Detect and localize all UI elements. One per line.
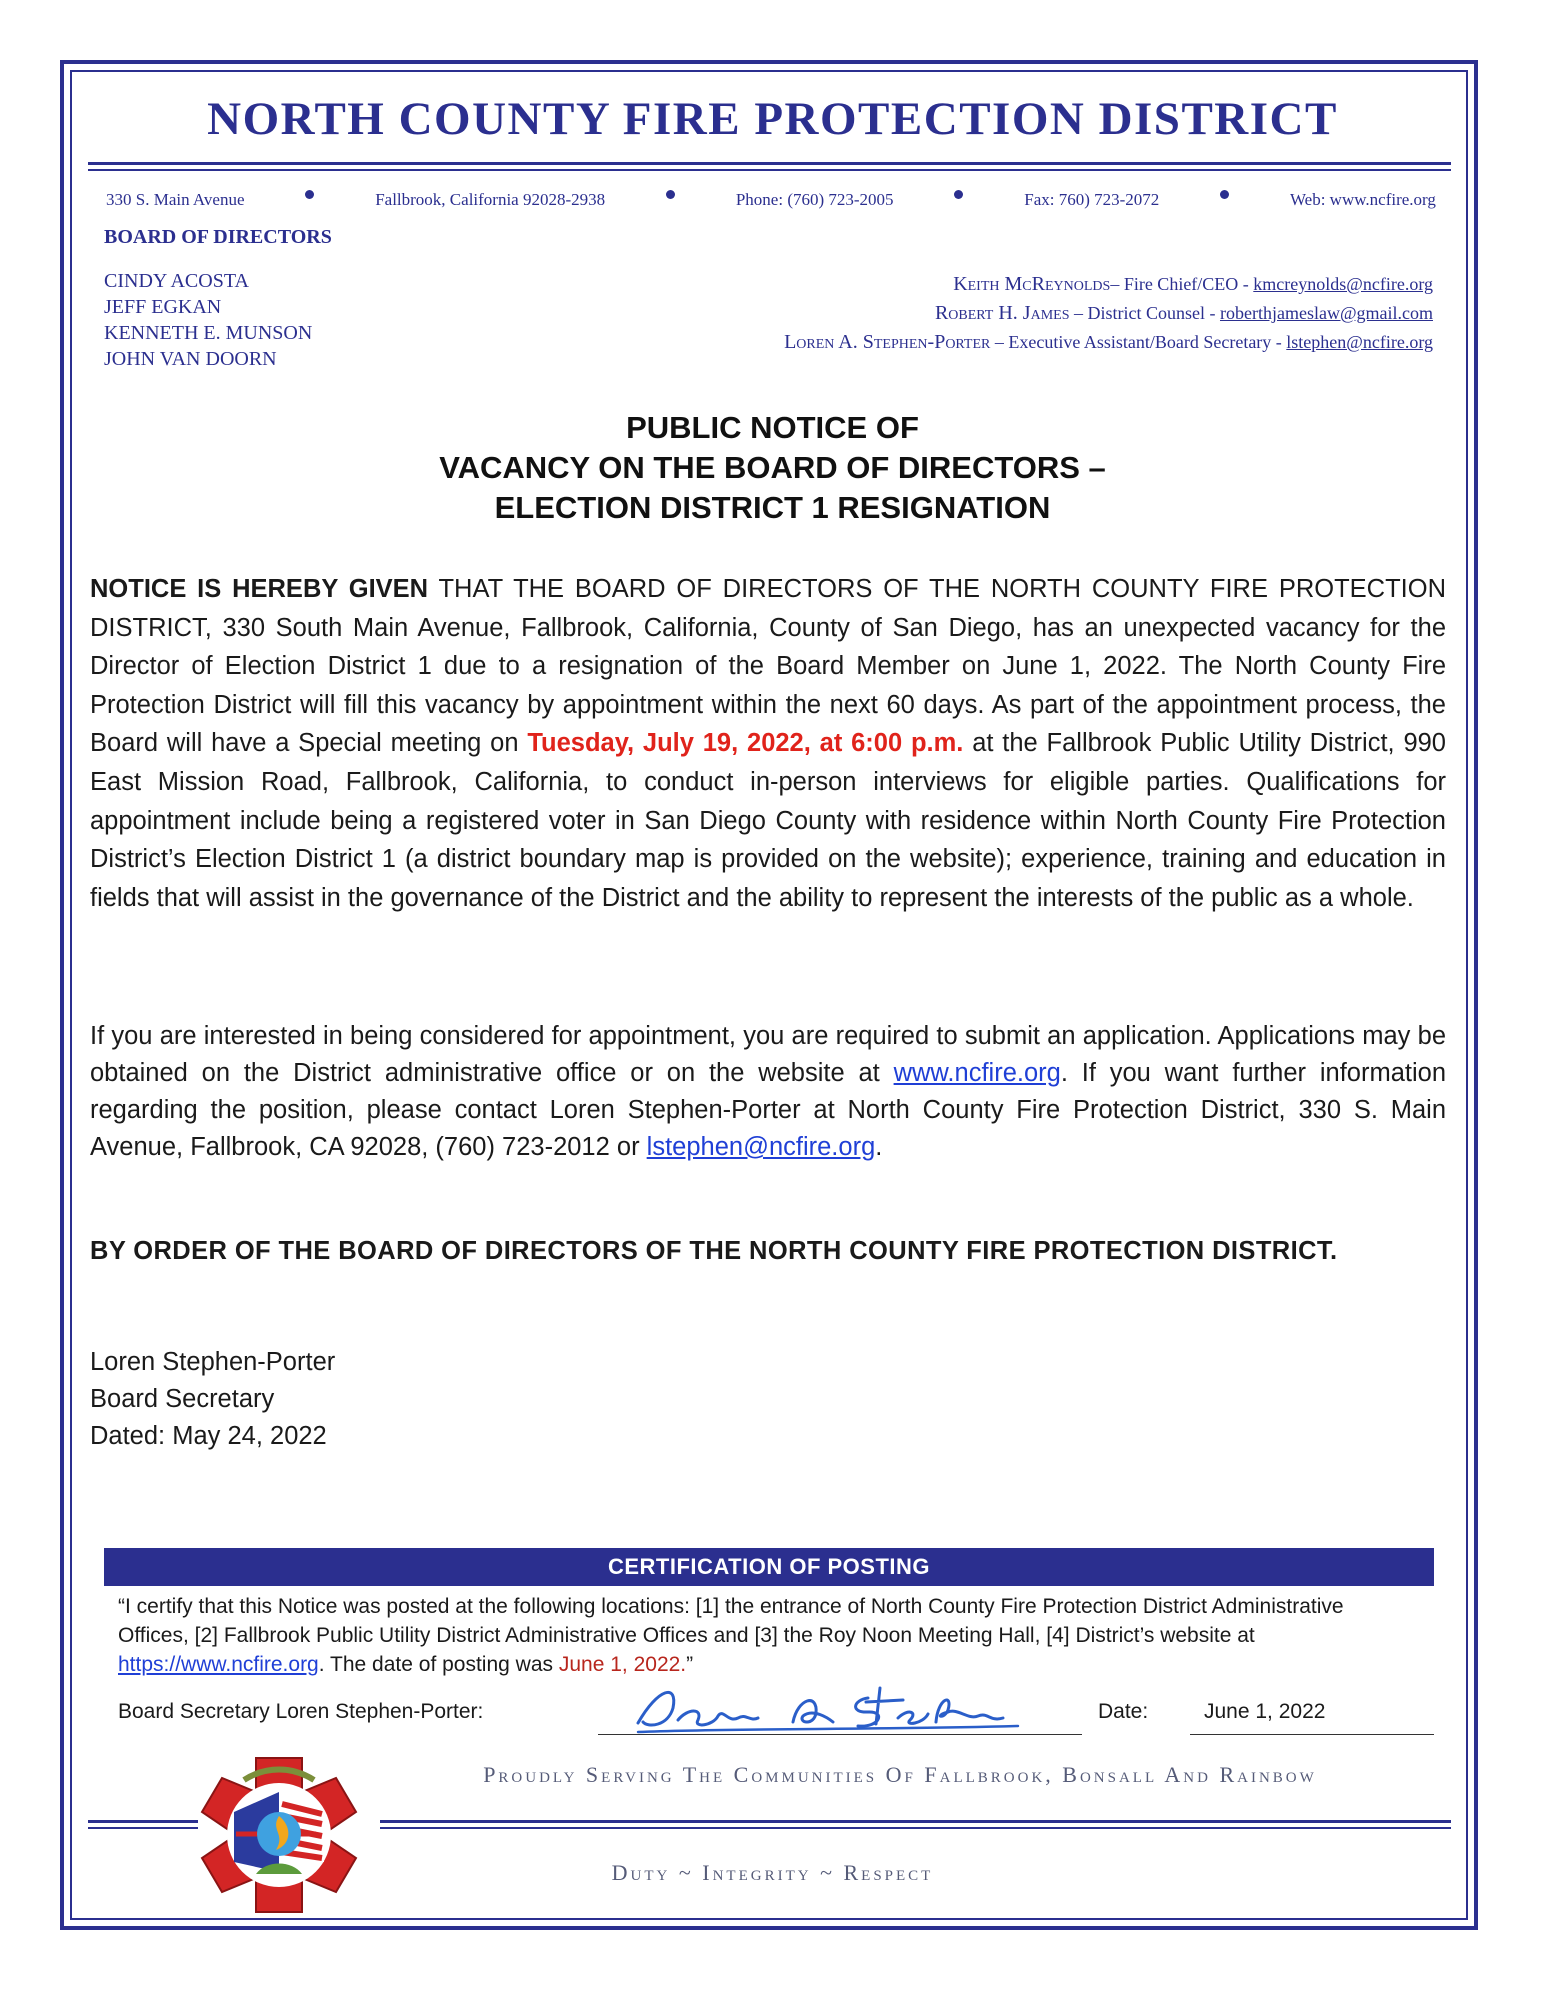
officer-line bbox=[784, 270, 1433, 299]
certification-heading: CERTIFICATION OF POSTING bbox=[104, 1548, 1434, 1586]
paragraph-text: . bbox=[875, 1133, 883, 1161]
board-heading: BOARD OF DIRECTORS bbox=[104, 226, 332, 248]
signer-title: Board Secretary bbox=[90, 1385, 275, 1413]
website-link[interactable]: www.ncfire.org bbox=[893, 1059, 1061, 1087]
posting-date: June 1, 2022. bbox=[558, 1653, 687, 1676]
signer-name: Loren Stephen-Porter bbox=[90, 1348, 336, 1376]
officer-role: – Executive Assistant/Board Secretary - bbox=[990, 332, 1287, 352]
officer-name: Robert H. James bbox=[934, 302, 1070, 324]
contact-phone: Phone: (760) 723-2005 bbox=[735, 190, 894, 209]
paragraph-text: THAT THE BOARD OF DIRECTORS OF THE NORTH COUNTY FIRE PROTECTION DISTRICT, 330 South Main Avenue, Fallbrook, California, County of San Diego, has an unexpected vacancy for the Director of Election District 1 due to a resignation of the Board Member on June 1, 2022. The North County Fire Protection District will fill this vacancy by appointment within the next 60 days. As part of the appointment process, the Board will have a Special meeting on bbox=[90, 575, 1446, 758]
meeting-date-highlight: Tuesday, July 19, 2022, at 6:00 p.m. bbox=[527, 729, 964, 758]
header-rule-top bbox=[88, 162, 1451, 165]
cert-body: “I certify that this Notice was posted at the following locations: [1] the entrance of North County Fire Protection District Administrative Offices, [2] Fallbrook Public Utility District Administrative Offices and [3] the Roy Noon Meeting Hall, [4] District’s website at bbox=[118, 1595, 1344, 1647]
certification-signature-row bbox=[118, 1690, 1434, 1740]
contact-fax: Fax: 760) 723-2072 bbox=[1024, 190, 1160, 209]
certification-text bbox=[118, 1592, 1420, 1679]
email-link[interactable]: lstephen@ncfire.org bbox=[646, 1133, 876, 1161]
signature-label: Board Secretary Loren Stephen-Porter: bbox=[118, 1700, 484, 1723]
officer-email-link[interactable]: kmcreynolds@ncfire.org bbox=[1253, 274, 1433, 294]
director-list bbox=[104, 268, 312, 372]
officer-list bbox=[784, 270, 1433, 357]
paragraph-text: at the Fallbrook Public Utility District, 990 East Mission Road, Fallbrook, California, to conduct in-person interviews for eligible parties. Qualifications for appointment include being a registered voter in San Diego County with residence within North County Fire Protection District’s Election District 1 (a district boundary map is provided on the website); experience, training and education in fields that will assist in the governance of the District and the ability to represent the interests of the public as a whole. bbox=[90, 729, 1446, 912]
contact-bar bbox=[106, 190, 1436, 210]
cert-body: ” bbox=[686, 1653, 694, 1676]
signature-line bbox=[598, 1734, 1082, 1735]
footer-rule-left bbox=[88, 1820, 198, 1823]
director-name: JEFF EGKAN bbox=[104, 296, 222, 318]
paragraph-text: . If you want further information regarding the position, please contact Loren Stephen-Porter at North County Fire Protection District, 330 S. Main Avenue, Fallbrook, CA 92028, (760) 723-2012 or bbox=[90, 1059, 1446, 1161]
cert-body: . The date of posting was bbox=[318, 1653, 559, 1676]
director-name: KENNETH E. MUNSON bbox=[104, 322, 313, 344]
cert-website-link[interactable]: https://www.ncfire.org bbox=[118, 1653, 319, 1676]
date-label: Date: bbox=[1098, 1700, 1149, 1723]
contact-web[interactable]: Web: www.ncfire.org bbox=[1289, 190, 1436, 209]
bullet-dot bbox=[305, 190, 314, 199]
footer-rule-thin bbox=[380, 1827, 1451, 1829]
footer-motto: Duty ~ Integrity ~ Respect bbox=[611, 1860, 934, 1885]
officer-line bbox=[784, 299, 1433, 328]
bullet-dot bbox=[666, 190, 675, 199]
officer-email-link[interactable]: roberthjameslaw@gmail.com bbox=[1219, 303, 1433, 323]
officer-email-link[interactable]: lstephen@ncfire.org bbox=[1286, 332, 1433, 352]
notice-title-line: PUBLIC NOTICE OF bbox=[626, 410, 919, 445]
contact-city: Fallbrook, California 92028-2938 bbox=[375, 190, 606, 209]
officer-name: Keith McReynolds bbox=[953, 273, 1111, 295]
bullet-dot bbox=[1220, 190, 1229, 199]
notice-paragraph-1 bbox=[90, 570, 1446, 917]
director-name: JOHN VAN DOORN bbox=[104, 348, 277, 370]
paragraph-text: If you are interested in being considered for appointment, you are required to submit an application. Applications may be obtained on the District administrative office or on the website at bbox=[90, 1022, 1446, 1087]
director-name: CINDY ACOSTA bbox=[104, 270, 249, 292]
footer-rule-top bbox=[380, 1820, 1451, 1823]
notice-title-line: ELECTION DISTRICT 1 RESIGNATION bbox=[494, 490, 1051, 525]
signature-block bbox=[90, 1344, 335, 1455]
date-line bbox=[1190, 1734, 1434, 1735]
officer-role: – District Counsel - bbox=[1069, 303, 1220, 323]
fire-district-logo bbox=[196, 1752, 362, 1918]
notice-title bbox=[0, 408, 1545, 528]
header-rule-thin bbox=[88, 169, 1451, 171]
officer-name: Loren A. Stephen-Porter bbox=[784, 331, 991, 353]
dated-line: Dated: May 24, 2022 bbox=[90, 1422, 327, 1450]
order-statement: BY ORDER OF THE BOARD OF DIRECTORS OF THE NORTH COUNTY FIRE PROTECTION DISTRICT. bbox=[90, 1237, 1338, 1265]
notice-paragraph-2 bbox=[90, 1018, 1446, 1166]
district-title: NORTH COUNTY FIRE PROTECTION DISTRICT bbox=[207, 93, 1338, 145]
handwritten-signature bbox=[618, 1678, 1038, 1740]
footer-tagline: Proudly Serving The Communities Of Fallbrook, Bonsall And Rainbow bbox=[483, 1762, 1317, 1787]
footer-rule-left-thin bbox=[88, 1827, 198, 1829]
contact-address: 330 S. Main Avenue bbox=[106, 190, 245, 209]
officer-role: – Fire Chief/CEO - bbox=[1110, 274, 1254, 294]
notice-lead: NOTICE IS HEREBY GIVEN bbox=[90, 575, 429, 603]
officer-line bbox=[784, 328, 1433, 357]
date-value: June 1, 2022 bbox=[1204, 1700, 1326, 1723]
bullet-dot bbox=[954, 190, 963, 199]
notice-title-line: VACANCY ON THE BOARD OF DIRECTORS – bbox=[439, 450, 1106, 485]
